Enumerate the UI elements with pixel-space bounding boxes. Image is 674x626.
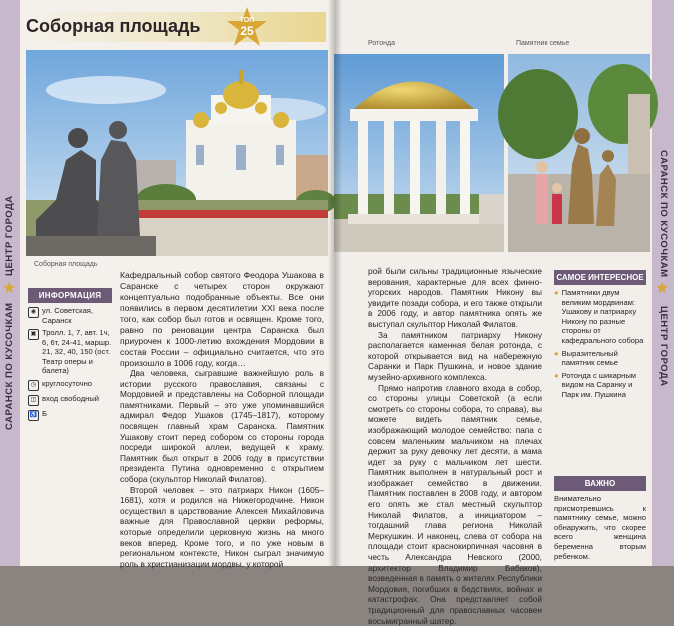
rotunda-photo [334,54,504,252]
info-access: ♿ Б [28,409,112,421]
map-pin-icon: ◉ [28,307,39,318]
bus-icon: ▣ [28,329,39,340]
book-gutter [328,0,342,566]
list-item: ● Ротонда с шикарным видом на Саранку и Парк им. Пушкина [554,370,637,399]
star-icon: ★ [655,280,670,297]
body-paragraph: Два человека, сыгравшие важнейшую роль в истории русского православия, связаны с Мордовией и представлены на Соборной площади памятниками. Первый – это уже упоминавшийся адмирал Федор Ушаков (1745–1817), которому посвящен главный храм Саранска. Памятник Ушакову стоит перед собором со стороны города посреди широкой аллеи, ведущей к храму. Памятник был открыт в 2006 году в присутствии президента Путина одновременно с открытием собора (скульптор Николай Филатов). [120,368,324,484]
right-body-text [368,266,542,626]
bullet-icon: ● [554,348,559,358]
list-item: ● Памятники двум великим мордвинам: Ушакову и патриарху Никону по разные стороны от кафедрального собора [554,288,644,345]
important-text: Внимательно присмотревшись к памятнику семье, можно обнаружить, что скорее всего женщина беременна вторым ребенком. [554,494,646,561]
caption-rotunda: Ротонда [368,40,395,47]
left-side-tab [0,0,20,566]
most-interesting-box [554,270,646,400]
tab-label-section: ЦЕНТР ГОРОДА [4,195,15,276]
info-hours: ◷ круглосуточно [28,379,112,391]
badge-number: 25 [240,24,254,38]
photo-caption: Соборная площадь [34,261,98,268]
badge-word: ТОП [239,17,255,24]
caption-family: Памятник семье [516,40,570,47]
right-page [334,0,674,626]
info-heading: ИНФОРМАЦИЯ [28,288,112,303]
info-address: ◉ ул. Советская, Саранск [28,306,112,325]
body-paragraph: За памятником патриарху Никону располагается каменная белая ротонда, с которой открывается вид на набережную Саранки и Парк Пушкина, и новое здание музейно-архивного комплекса. [368,329,542,382]
title-bar [20,10,326,44]
info-entry: ◫ вход свободный [28,394,112,406]
top-badge [225,6,269,50]
clock-icon: ◷ [28,380,39,391]
bullet-icon: ● [554,370,559,380]
bullet-icon: ● [554,288,559,297]
left-page [0,0,334,569]
star-icon: ★ [2,280,17,297]
left-body-text [120,368,324,569]
important-box [554,476,646,561]
ticket-icon: ◫ [28,395,39,406]
tab-label-book-right: САРАНСК ПО КУСОЧКАМ [658,150,669,278]
lead-paragraph: Кафедральный собор святого Феодора Ушакова в Саранске с четырех сторон окружают концептуально подобранные объекты. Все они появились в первом десятилетии XXI века после того, как собор был готов и освящен. Кроме того, равно по реновации центра Саранска был приурочен к 1000-летию вхождения Мордовии в состав России – официально считается, что это произошло в 1006 году, когда… [120,270,324,368]
tab-label-book: САРАНСК ПО КУСОЧКАМ [4,302,15,430]
body-paragraph: Прямо напротив главного входа в собор, со стороны улицы Советской (а если смотреть со стороны собора, то справа), вы можете видеть памятник семье, изображающий молодое семейство: папа с совсем маленьким мальчиком на плечах держит за руку девочку лет десяти, а мама идет за руку с мальчиком лет шести. Памятник выполнен в натуральный рост и изображает семейство в движении. Памятник поставлен в 2008 году, и автором его опять же стал местный скульптор Николай Филатов, а инициатором – тогдашний глава региона Николай Меркушкин. И наконец, слева от собора на площади стоит краснокирпичная часовня в честь Александра Невского (2000, архитектор Владимир Бабаков), возведенная в память о жителях Республики Мордовия, погибших в бедствиях, войнах и катастрофах. Она представляет собой традиционный для православных часовен восьмигранный шатер. [368,382,542,626]
info-box [28,288,112,421]
list-item: ● Выразительный памятник семье [554,348,619,368]
info-transport: ▣ Тролл. 1, 7, авт. 1ч, 6, 6т, 24-41, маршр. 21, 32, 40, 150 (ост. Театр оперы и балета) [28,328,112,376]
wheelchair-icon: ♿ [28,410,39,421]
body-paragraph: Второй человек – это патриарх Никон (1605–1681), хотя и родился на Нижегородчине. Никон осуществил в царствование Алексея Михайловича важные для Православной церкви реформы, которые определили церковную жизнь на много веков вперед. Кроме того, и по уже новым в региональном контексте, Никон сыграл значимую роль в христианизации мордвы, у которой [120,484,324,569]
body-paragraph: рой были сильны традиционные языческие верования, характерные для всех финно-угорских народов. Памятник Никону вы увидите позади собора, и его также открыли в 2006 году, и автор памятника опять же выступал скульптор Николай Филатов. [368,266,542,329]
tab-label-section-right: ЦЕНТР ГОРОДА [658,306,669,387]
right-side-tab [652,0,674,566]
page-title: Соборная площадь [26,16,201,36]
important-heading: ВАЖНО [554,476,646,491]
cathedral-photo [26,50,328,256]
most-interesting-heading: САМОЕ ИНТЕРЕСНОЕ [554,270,646,285]
family-monument-photo [508,54,650,252]
